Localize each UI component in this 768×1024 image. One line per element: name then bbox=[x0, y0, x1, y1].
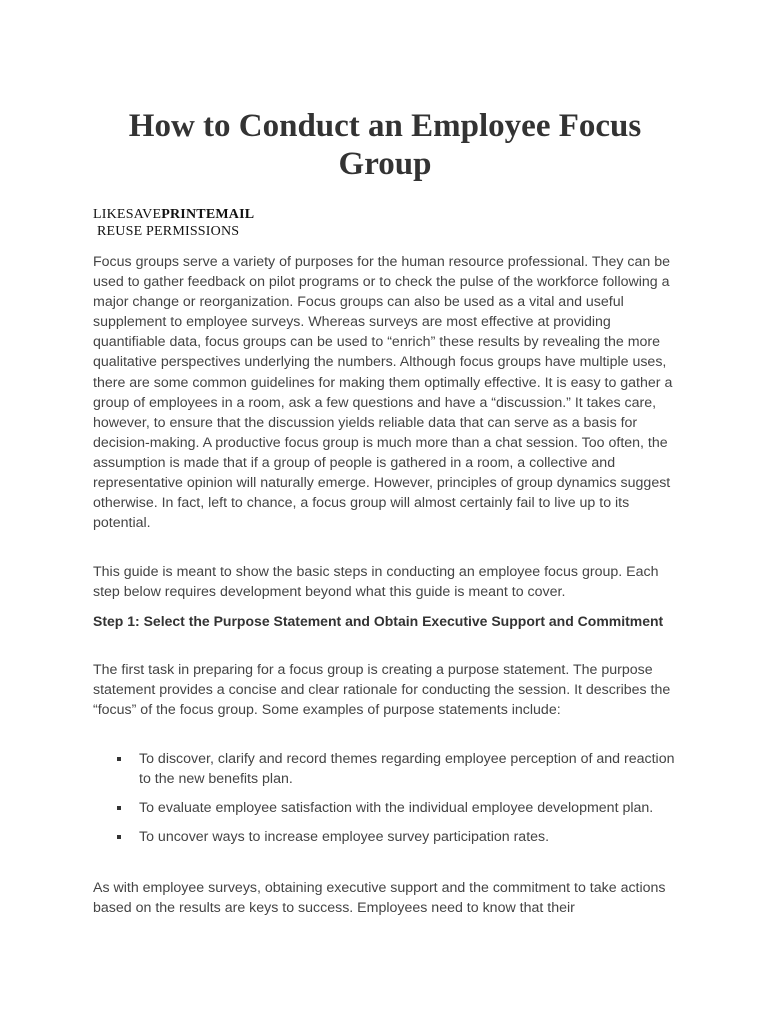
social-actions bbox=[93, 206, 254, 223]
executive-support-paragraph: As with employee surveys, obtaining executive support and the commitment to take actions based on the results are keys to success. Employees need to know that their bbox=[93, 880, 666, 917]
guide-paragraph: This guide is meant to show the basic steps in conducting an employee focus group. Each step below requires development beyond what this guide is meant to cover. bbox=[93, 564, 659, 601]
list-item-text: To uncover ways to increase employee survey participation rates. bbox=[139, 829, 550, 846]
list-item-text: To evaluate employee satisfaction with the individual employee development plan. bbox=[139, 800, 654, 817]
list-item-text: To discover, clarify and record themes regarding employee perception of and reaction to the new benefits plan. bbox=[139, 751, 675, 788]
like-link[interactable]: LIKE bbox=[93, 207, 126, 222]
list-item bbox=[93, 827, 677, 847]
list-item bbox=[93, 798, 677, 818]
bullet-square-icon bbox=[117, 835, 121, 839]
list-item bbox=[93, 749, 677, 789]
save-link[interactable]: SAVE bbox=[125, 207, 162, 222]
intro-paragraph: Focus groups serve a variety of purposes for the human resource professional. They can be used to gather feedback on pilot programs or to check the pulse of the workforce following a major change or reorganization. Focus groups can also be used as a vital and useful supplement to employee surveys. Whereas surveys are most effective at providing quantifiable data, focus groups can be used to “enrich” these results by revealing the more qualitative perspectives underlying the numbers. Although focus groups have multiple uses, there are some common guidelines for making them optimally effective. It is easy to gather a group of employees in a room, ask a few questions and have a “discussion.” It takes care, however, to ensure that the discussion yields reliable data that can serve as a basis for decision-making. A productive focus group is much more than a chat session. Too often, the assumption is made that if a group of people is gathered in a room, a collective and representative opinion will naturally emerge. However, principles of group dynamics suggest otherwise. In fact, left to chance, a focus group will almost certainly fail to live up to its potential. bbox=[93, 254, 673, 532]
reuse-permissions-link[interactable]: REUSE PERMISSIONS bbox=[97, 224, 240, 239]
purpose-examples-list bbox=[93, 749, 677, 856]
bullet-square-icon bbox=[117, 757, 121, 761]
bullet-square-icon bbox=[117, 806, 121, 810]
step-1-heading: Step 1: Select the Purpose Statement and Obtain Executive Support and Commitment bbox=[93, 613, 664, 629]
print-link[interactable]: PRINT bbox=[161, 207, 206, 222]
email-link[interactable]: EMAIL bbox=[205, 207, 255, 222]
page-title: How to Conduct an Employee Focus Group bbox=[128, 108, 642, 182]
purpose-paragraph: The first task in preparing for a focus group is creating a purpose statement. The purpose statement provides a concise and clear rationale for conducting the session. It describes the “focus” of the focus group. Some examples of purpose statements include: bbox=[93, 662, 671, 719]
